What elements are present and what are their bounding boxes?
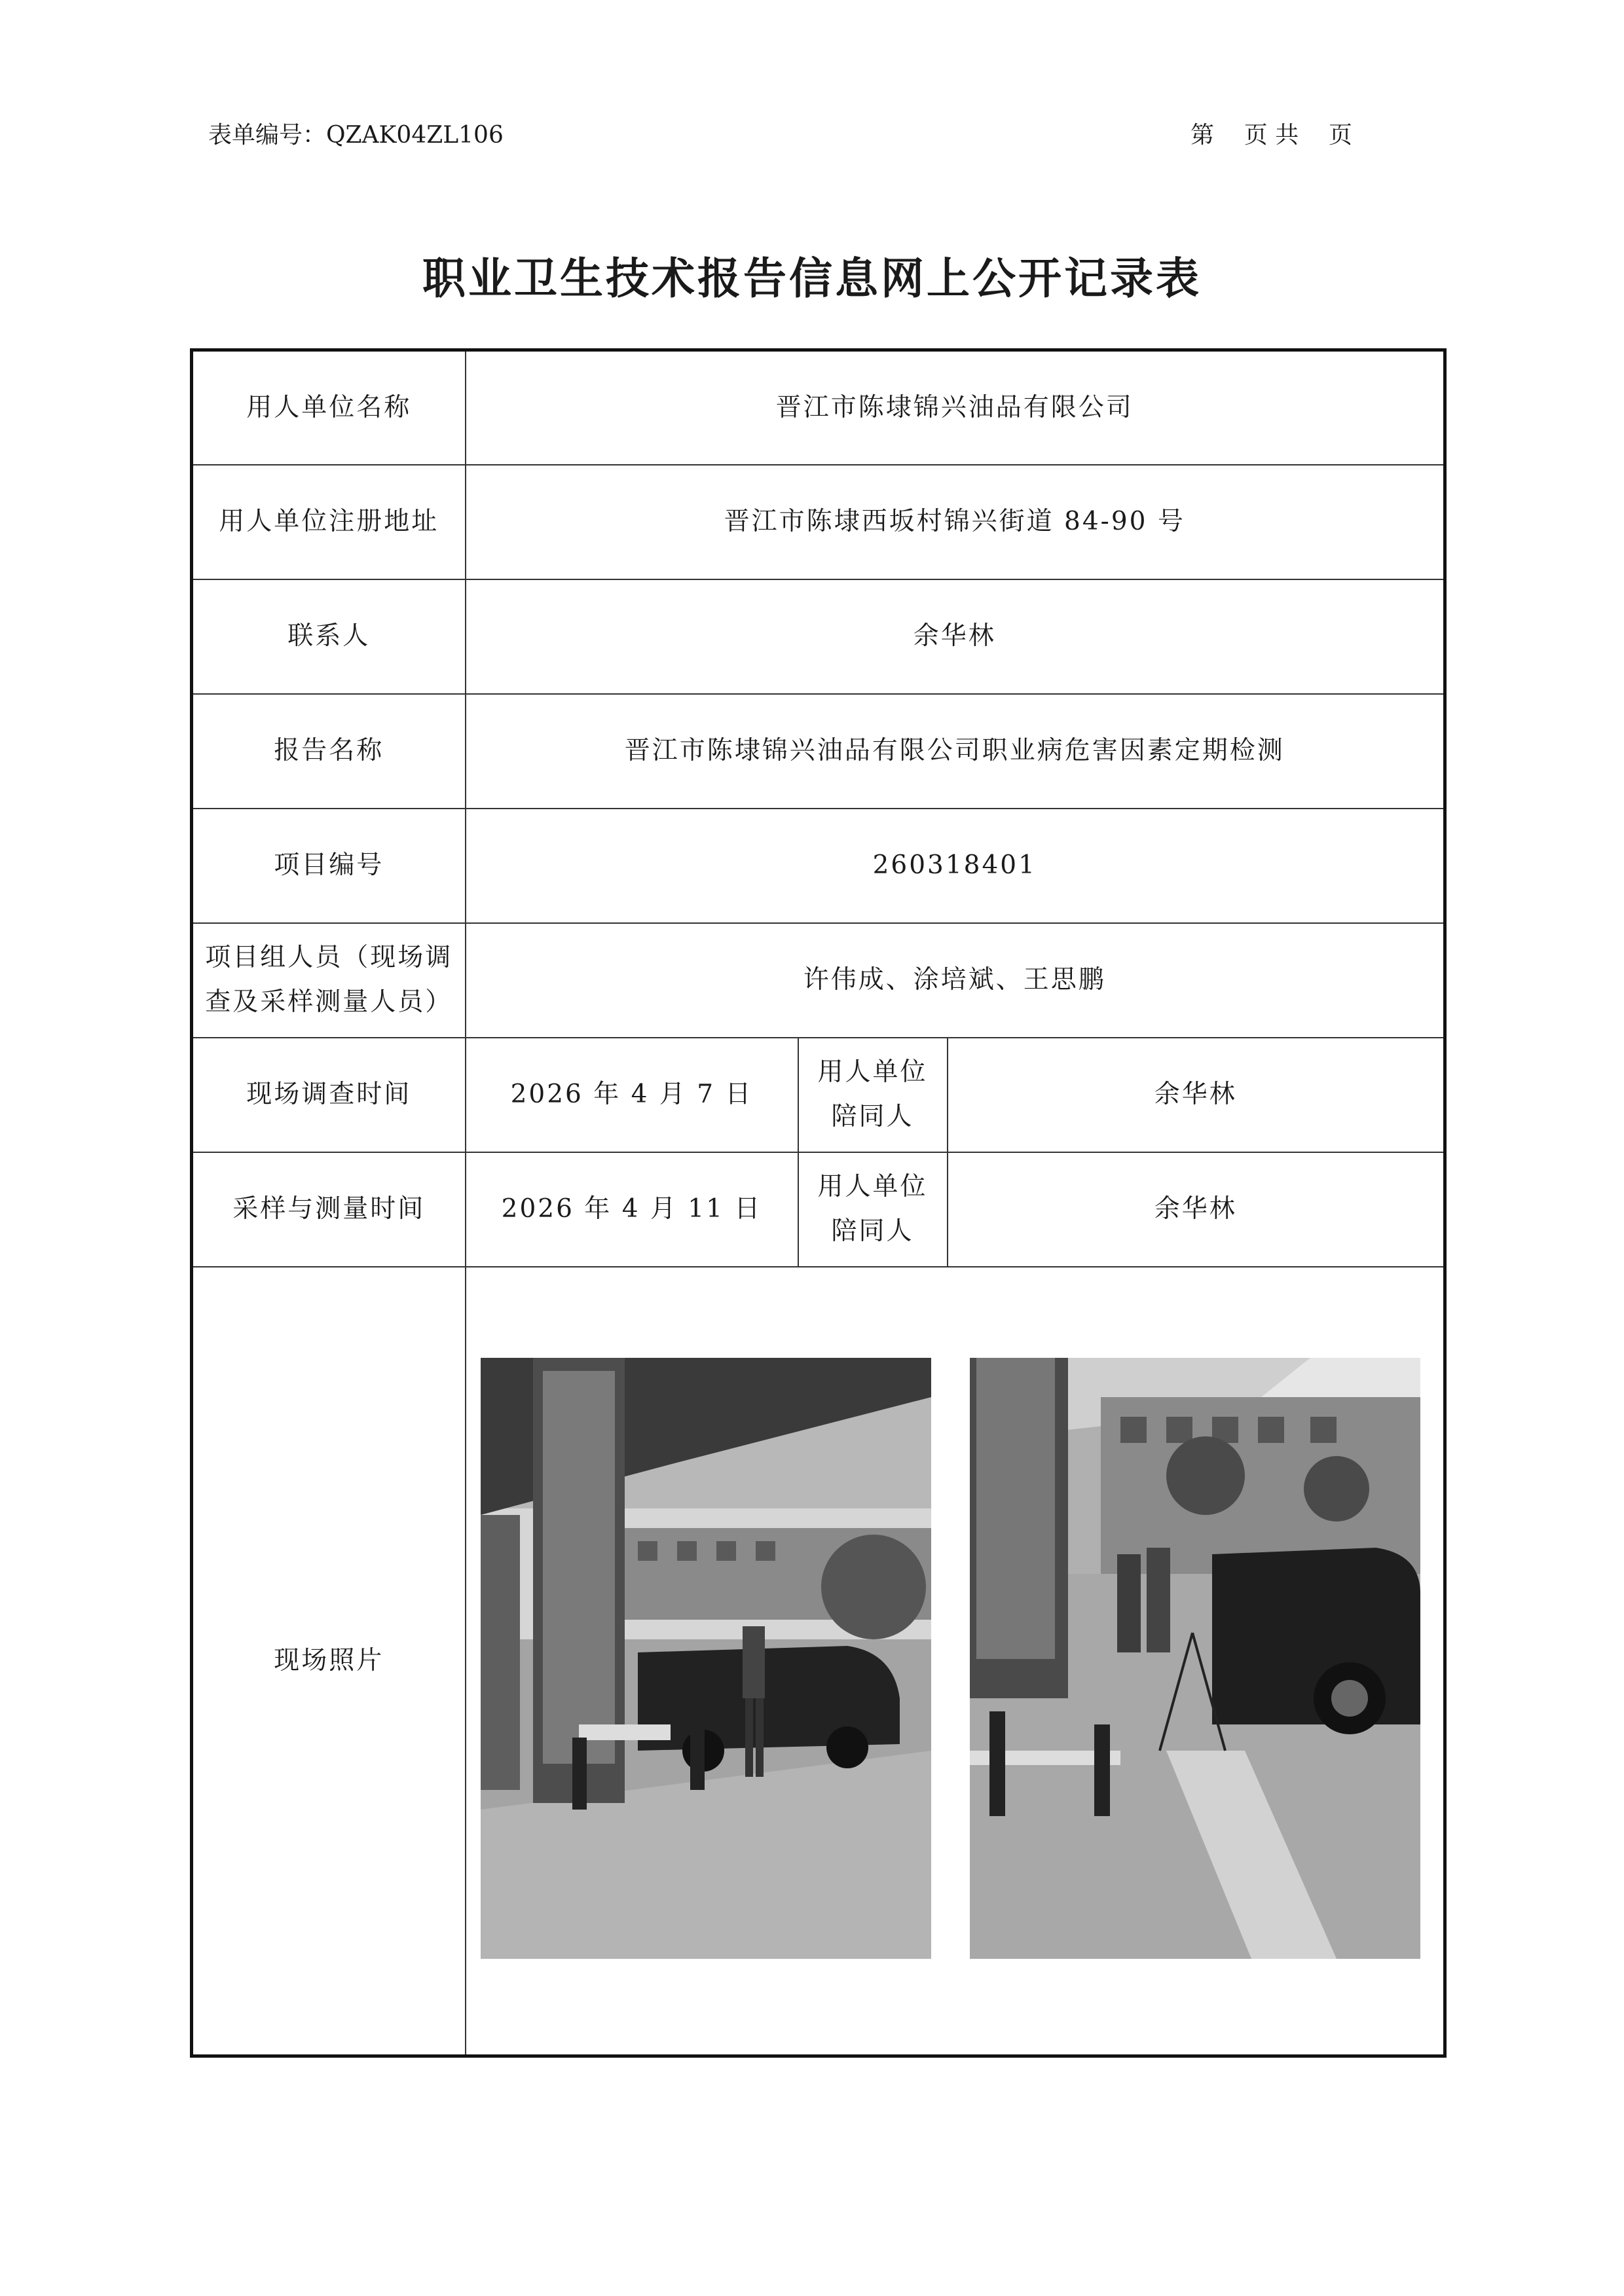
row-photos: [192, 1267, 1445, 2056]
label-sampling-escort: 用人单位陪同人: [798, 1152, 948, 1267]
page-info: 第 页 共 页: [1190, 122, 1352, 149]
gas-station-photo-2: [970, 1358, 1420, 1959]
label-contact: 联系人: [192, 579, 466, 694]
label-photos: 现场照片: [192, 1267, 466, 2056]
value-project-number: 260318401: [466, 809, 1445, 923]
form-number: 表单编号：QZAK04ZL106: [208, 122, 504, 149]
row-company-address: [192, 465, 1445, 579]
value-company-name: 晋江市陈埭锦兴油品有限公司: [466, 350, 1445, 465]
value-site-survey-date: 2026 年 4 月 7 日: [466, 1038, 798, 1152]
value-sampling-date: 2026 年 4 月 11 日: [466, 1152, 798, 1267]
document-title: 职业卫生技术报告信息网上公开记录表: [422, 253, 1202, 304]
row-company-name: [192, 350, 1445, 465]
label-project-number: 项目编号: [192, 809, 466, 923]
value-contact: 余华林: [466, 579, 1445, 694]
row-report-name: [192, 694, 1445, 809]
gas-station-photo-1: [481, 1358, 931, 1959]
row-project-number: [192, 809, 1445, 923]
value-sampling-escort: 余华林: [948, 1152, 1445, 1267]
row-project-team: [192, 923, 1445, 1038]
row-contact: [192, 579, 1445, 694]
label-project-team: 项目组人员（现场调查及采样测量人员）: [192, 923, 466, 1038]
label-site-survey: 现场调查时间: [192, 1038, 466, 1152]
label-company-name: 用人单位名称: [192, 350, 466, 465]
value-project-team: 许伟成、涂培斌、王思鹏: [466, 923, 1445, 1038]
value-site-survey-escort: 余华林: [948, 1038, 1445, 1152]
value-report-name: 晋江市陈埭锦兴油品有限公司职业病危害因素定期检测: [466, 694, 1445, 809]
row-sampling: [192, 1152, 1445, 1267]
record-table: [190, 348, 1447, 2058]
label-company-address: 用人单位注册地址: [192, 465, 466, 579]
label-site-survey-escort: 用人单位陪同人: [798, 1038, 948, 1152]
site-photo-2: [970, 1358, 1420, 1959]
photo-cell: [466, 1267, 1445, 2056]
photo-area: [466, 1267, 1444, 2055]
value-company-address: 晋江市陈埭西坂村锦兴街道 84-90 号: [466, 465, 1445, 579]
site-photo-1: [481, 1358, 931, 1959]
label-sampling: 采样与测量时间: [192, 1152, 466, 1267]
label-report-name: 报告名称: [192, 694, 466, 809]
row-site-survey: [192, 1038, 1445, 1152]
